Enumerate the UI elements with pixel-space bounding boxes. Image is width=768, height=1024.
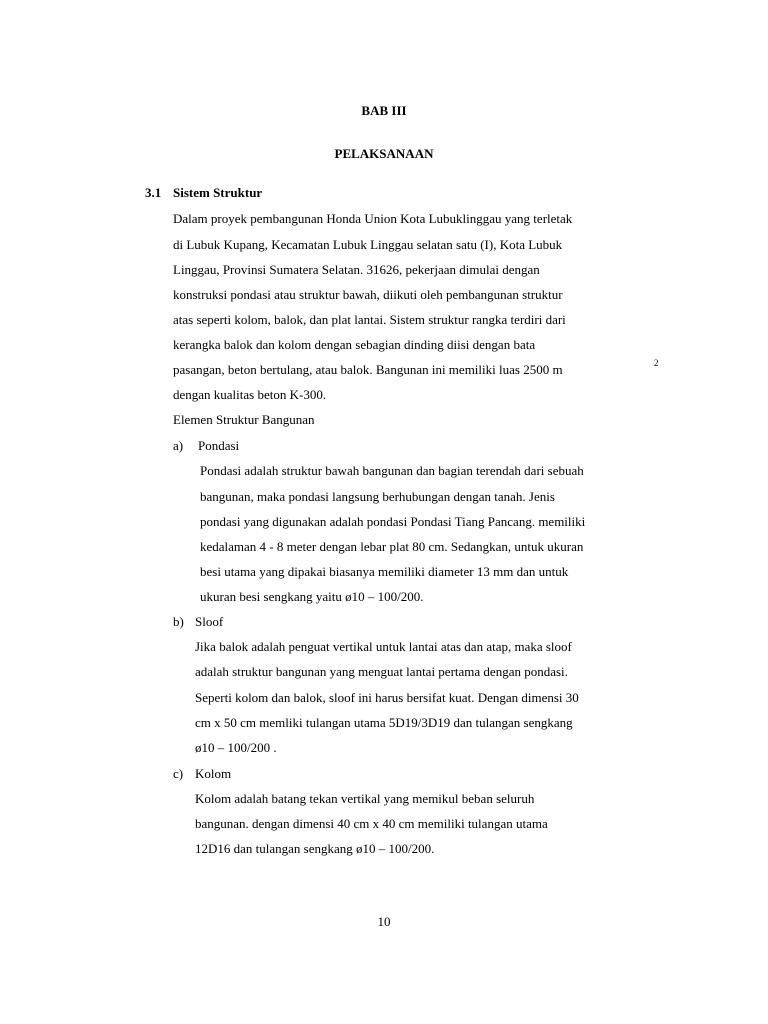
elements-heading: Elemen Struktur Bangunan <box>173 412 315 427</box>
paragraph-line: pasangan, beton bertulang, atau balok. Bangunan ini memiliki luas 2500 m <box>173 362 563 377</box>
section-number: 3.1 <box>145 185 162 200</box>
list-item-line: pondasi yang digunakan adalah pondasi Pondasi Tiang Pancang. memiliki <box>200 514 586 529</box>
list-item-line: Kolom adalah batang tekan vertikal yang memikul beban seluruh <box>195 791 535 806</box>
chapter-title: PELAKSANAAN <box>334 146 434 161</box>
list-marker: b) <box>173 614 184 629</box>
list-item-line: bangunan, maka pondasi langsung berhubungan dengan tanah. Jenis <box>200 489 555 504</box>
list-item-line: Seperti kolom dan balok, sloof ini harus bersifat kuat. Dengan dimensi 30 <box>195 690 579 705</box>
paragraph-line: kerangka balok dan kolom dengan sebagian dinding diisi dengan bata <box>173 337 536 352</box>
list-item-title: Kolom <box>195 766 232 781</box>
list-item-line: ø10 – 100/200 . <box>195 740 277 755</box>
list-item-line: Jika balok adalah penguat vertikal untuk lantai atas dan atap, maka sloof <box>195 639 572 654</box>
list-item-line: Pondasi adalah struktur bawah bangunan dan bagian terendah dari sebuah <box>200 463 584 478</box>
section-title: Sistem Struktur <box>173 185 263 200</box>
list-marker: a) <box>173 438 184 453</box>
list-item-line: kedalaman 4 - 8 meter dengan lebar plat 80 cm. Sedangkan, untuk ukuran <box>200 539 584 554</box>
list-item-line: ukuran besi sengkang yaitu ø10 – 100/200. <box>200 589 424 604</box>
list-marker: c) <box>173 766 184 781</box>
list-item-line: 12D16 dan tulangan sengkang ø10 – 100/200. <box>195 841 435 856</box>
list-item-line: cm x 50 cm memliki tulangan utama 5D19/3D19 dan tulangan sengkang <box>195 715 573 730</box>
area-superscript: 2 <box>654 358 659 368</box>
chapter-label: BAB III <box>361 103 407 118</box>
paragraph-line: Dalam proyek pembangunan Honda Union Kota Lubuklinggau yang terletak <box>173 211 573 226</box>
list-item-line: adalah struktur bangunan yang menguat lantai pertama dengan pondasi. <box>195 664 568 679</box>
paragraph-line: konstruksi pondasi atau struktur bawah, diikuti oleh pembangunan struktur <box>173 287 563 302</box>
list-item-title: Sloof <box>195 614 224 629</box>
list-item-title: Pondasi <box>198 438 240 453</box>
paragraph-line: atas seperti kolom, balok, dan plat lantai. Sistem struktur rangka terdiri dari <box>173 312 566 327</box>
paragraph-line: Linggau, Provinsi Sumatera Selatan. 31626, pekerjaan dimulai dengan <box>173 262 540 277</box>
page-number: 10 <box>377 914 391 929</box>
paragraph-line: dengan kualitas beton K-300. <box>173 387 327 402</box>
list-item-line: bangunan. dengan dimensi 40 cm x 40 cm memiliki tulangan utama <box>195 816 548 831</box>
paragraph-line: di Lubuk Kupang, Kecamatan Lubuk Linggau selatan satu (I), Kota Lubuk <box>173 237 563 252</box>
list-item-line: besi utama yang dipakai biasanya memiliki diameter 13 mm dan untuk <box>200 564 569 579</box>
